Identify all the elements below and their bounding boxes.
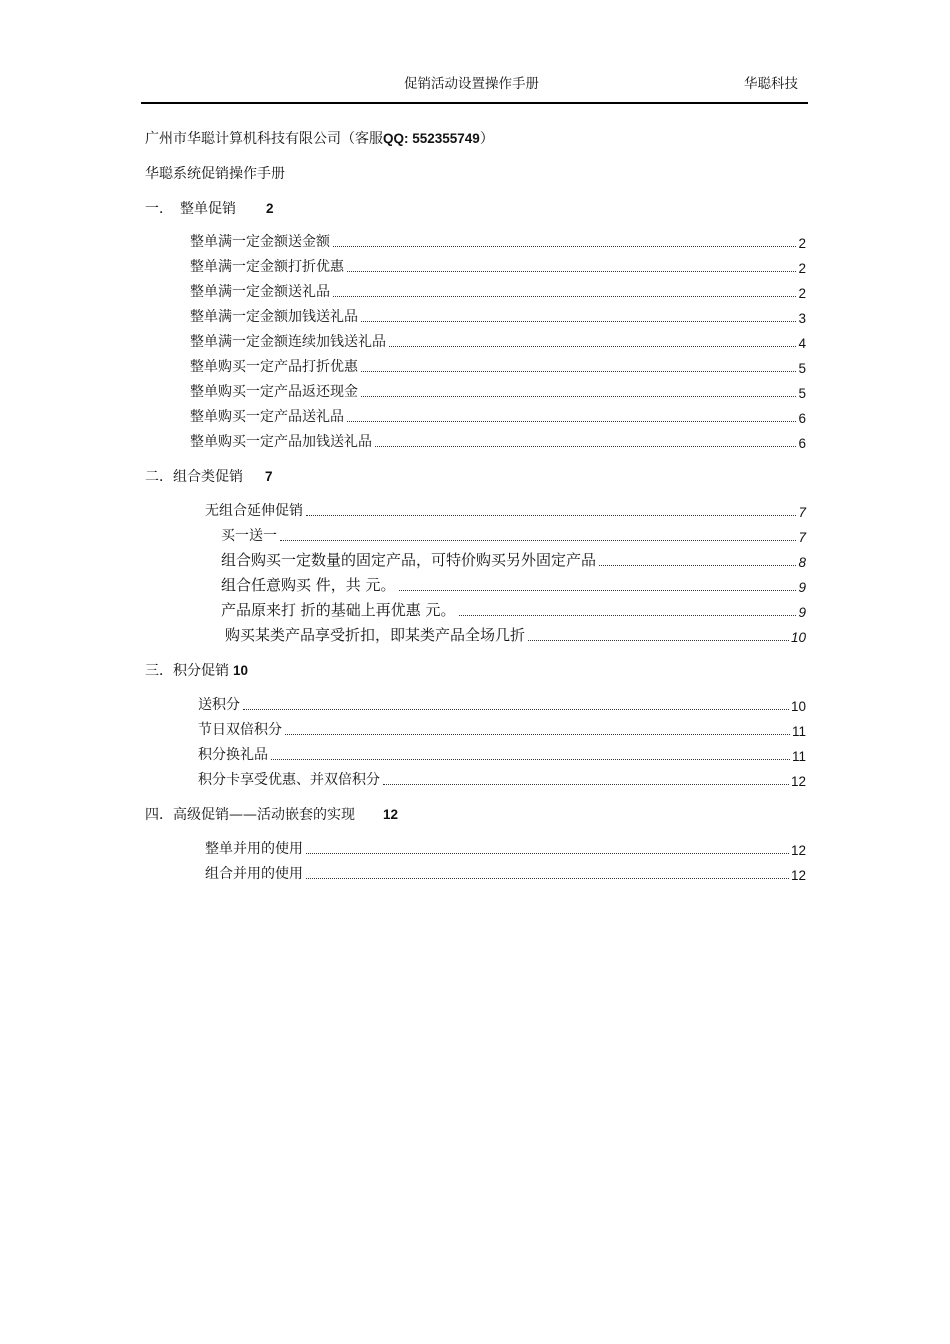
toc-leader xyxy=(361,370,796,372)
toc-entry[interactable] xyxy=(221,550,806,570)
toc-entry-label: 整单满一定金额连续加钱送礼品 xyxy=(190,334,386,350)
section-title: 四．高级促销——活动嵌套的实现 xyxy=(145,807,355,823)
section-page: 7 xyxy=(265,469,273,484)
toc-entry[interactable] xyxy=(198,744,806,764)
toc-leader xyxy=(459,614,797,616)
toc-entry-label: 送积分 xyxy=(198,697,240,713)
toc-entry[interactable] xyxy=(198,694,806,714)
section-heading xyxy=(145,660,248,680)
toc-entry-page: 11 xyxy=(791,749,806,764)
section-page: 2 xyxy=(266,201,274,216)
toc-entry[interactable] xyxy=(205,863,806,883)
toc-leader xyxy=(306,852,789,854)
toc-entry-label: 整单满一定金额送礼品 xyxy=(190,284,330,300)
toc-entry[interactable] xyxy=(221,575,806,595)
toc-entry-page: 12 xyxy=(790,868,806,883)
company-name: 广州市华聪计算机科技有限公司（客服 xyxy=(145,131,383,147)
toc-leader xyxy=(528,639,789,641)
toc-entry-page: 10 xyxy=(790,630,806,645)
toc-entry-page: 3 xyxy=(798,311,806,326)
toc-entry[interactable] xyxy=(190,431,806,451)
toc-leader xyxy=(375,445,796,447)
header-title: 促销活动设置操作手册 xyxy=(404,76,539,92)
toc-entry-page: 2 xyxy=(798,286,806,301)
toc-entry-label: 组合任意购买 件，共 元。 xyxy=(221,576,396,594)
toc-leader xyxy=(383,783,789,785)
toc-entry-page: 4 xyxy=(798,336,806,351)
toc-entry-page: 2 xyxy=(798,236,806,251)
toc-entry[interactable] xyxy=(221,525,806,545)
section-heading xyxy=(145,466,273,486)
page-header xyxy=(141,68,808,106)
section-heading xyxy=(145,198,274,218)
toc-entry-label: 整单购买一定产品返还现金 xyxy=(190,384,358,400)
toc-entry-label: 组合购买一定数量的固定产品，可特价购买另外固定产品 xyxy=(221,551,597,569)
section-page: 12 xyxy=(383,807,399,822)
toc-leader xyxy=(280,539,796,541)
toc-entry[interactable] xyxy=(190,381,806,401)
toc-entry-page: 6 xyxy=(798,411,806,426)
section-title: 三．积分促销 xyxy=(145,663,229,679)
toc-entry[interactable] xyxy=(190,331,806,351)
toc-entry-page: 6 xyxy=(798,436,806,451)
toc-entry[interactable] xyxy=(205,500,806,520)
toc-entry-page: 12 xyxy=(790,774,806,789)
toc-entry-label: 整单满一定金额打折优惠 xyxy=(190,259,344,275)
toc-entry-label: 整单满一定金额加钱送礼品 xyxy=(190,309,358,325)
toc-entry-page: 2 xyxy=(798,261,806,276)
company-qq: QQ: 552355749 xyxy=(383,131,480,146)
toc-entry-label: 整单满一定金额送金额 xyxy=(190,234,330,250)
toc-entry[interactable] xyxy=(205,838,806,858)
toc-entry[interactable] xyxy=(225,625,806,645)
header-rule xyxy=(141,102,808,104)
toc-entry[interactable] xyxy=(190,406,806,426)
toc-entry-page: 10 xyxy=(790,699,806,714)
toc-entry[interactable] xyxy=(198,769,806,789)
toc-entry[interactable] xyxy=(190,231,806,251)
toc-entry[interactable] xyxy=(198,719,806,739)
toc-entry-label: 购买某类产品享受折扣，即某类产品全场几折 xyxy=(225,626,526,644)
toc-entry[interactable] xyxy=(190,281,806,301)
toc-leader xyxy=(599,564,796,566)
toc-entry-page: 9 xyxy=(798,605,806,620)
toc-entry-label: 积分卡享受优惠、并双倍积分 xyxy=(198,772,380,788)
toc-entry-page: 7 xyxy=(798,505,806,520)
toc-entry-label: 买一送一 xyxy=(221,528,277,544)
toc-entry-label: 产品原来打 折的基础上再优惠 元。 xyxy=(221,601,456,619)
toc-entry[interactable] xyxy=(190,356,806,376)
section-title: 二．组合类促销 xyxy=(145,469,243,485)
toc-entry-label: 整单购买一定产品加钱送礼品 xyxy=(190,434,372,450)
toc-entry-label: 整单并用的使用 xyxy=(205,841,303,857)
toc-leader xyxy=(389,345,796,347)
section-heading xyxy=(145,804,398,824)
toc-entry-page: 12 xyxy=(790,843,806,858)
company-suffix: ） xyxy=(479,131,494,147)
toc-entry[interactable] xyxy=(190,306,806,326)
toc-leader xyxy=(347,270,796,272)
toc-entry-page: 9 xyxy=(798,580,806,595)
toc-entry-page: 11 xyxy=(791,724,806,739)
toc-leader xyxy=(347,420,796,422)
toc-leader xyxy=(306,514,796,516)
toc-entry-label: 组合并用的使用 xyxy=(205,866,303,882)
toc-leader xyxy=(361,395,796,397)
toc-leader xyxy=(333,295,796,297)
toc-entry-label: 无组合延伸促销 xyxy=(205,503,303,519)
toc-leader xyxy=(243,708,789,710)
toc-entry-page: 8 xyxy=(798,555,806,570)
company-line xyxy=(145,128,494,148)
toc-entry-label: 积分换礼品 xyxy=(198,747,268,763)
toc-entry-page: 5 xyxy=(798,386,806,401)
toc-leader xyxy=(285,733,790,735)
toc-entry-label: 节日双倍积分 xyxy=(198,722,282,738)
header-brand: 华聪科技 xyxy=(744,76,798,92)
toc-entry-label: 整单购买一定产品打折优惠 xyxy=(190,359,358,375)
section-title: 一． 整单促销 xyxy=(145,201,236,217)
toc-leader xyxy=(306,877,789,879)
toc-entry-page: 7 xyxy=(798,530,806,545)
toc-entry[interactable] xyxy=(190,256,806,276)
toc-leader xyxy=(361,320,796,322)
toc-entry-label: 整单购买一定产品送礼品 xyxy=(190,409,344,425)
toc-leader xyxy=(271,758,790,760)
toc-leader xyxy=(333,245,796,247)
doc-title: 华聪系统促销操作手册 xyxy=(145,166,285,182)
section-page: 10 xyxy=(233,663,249,678)
toc-entry[interactable] xyxy=(221,600,806,620)
toc-entry-page: 5 xyxy=(798,361,806,376)
toc-leader xyxy=(399,589,797,591)
